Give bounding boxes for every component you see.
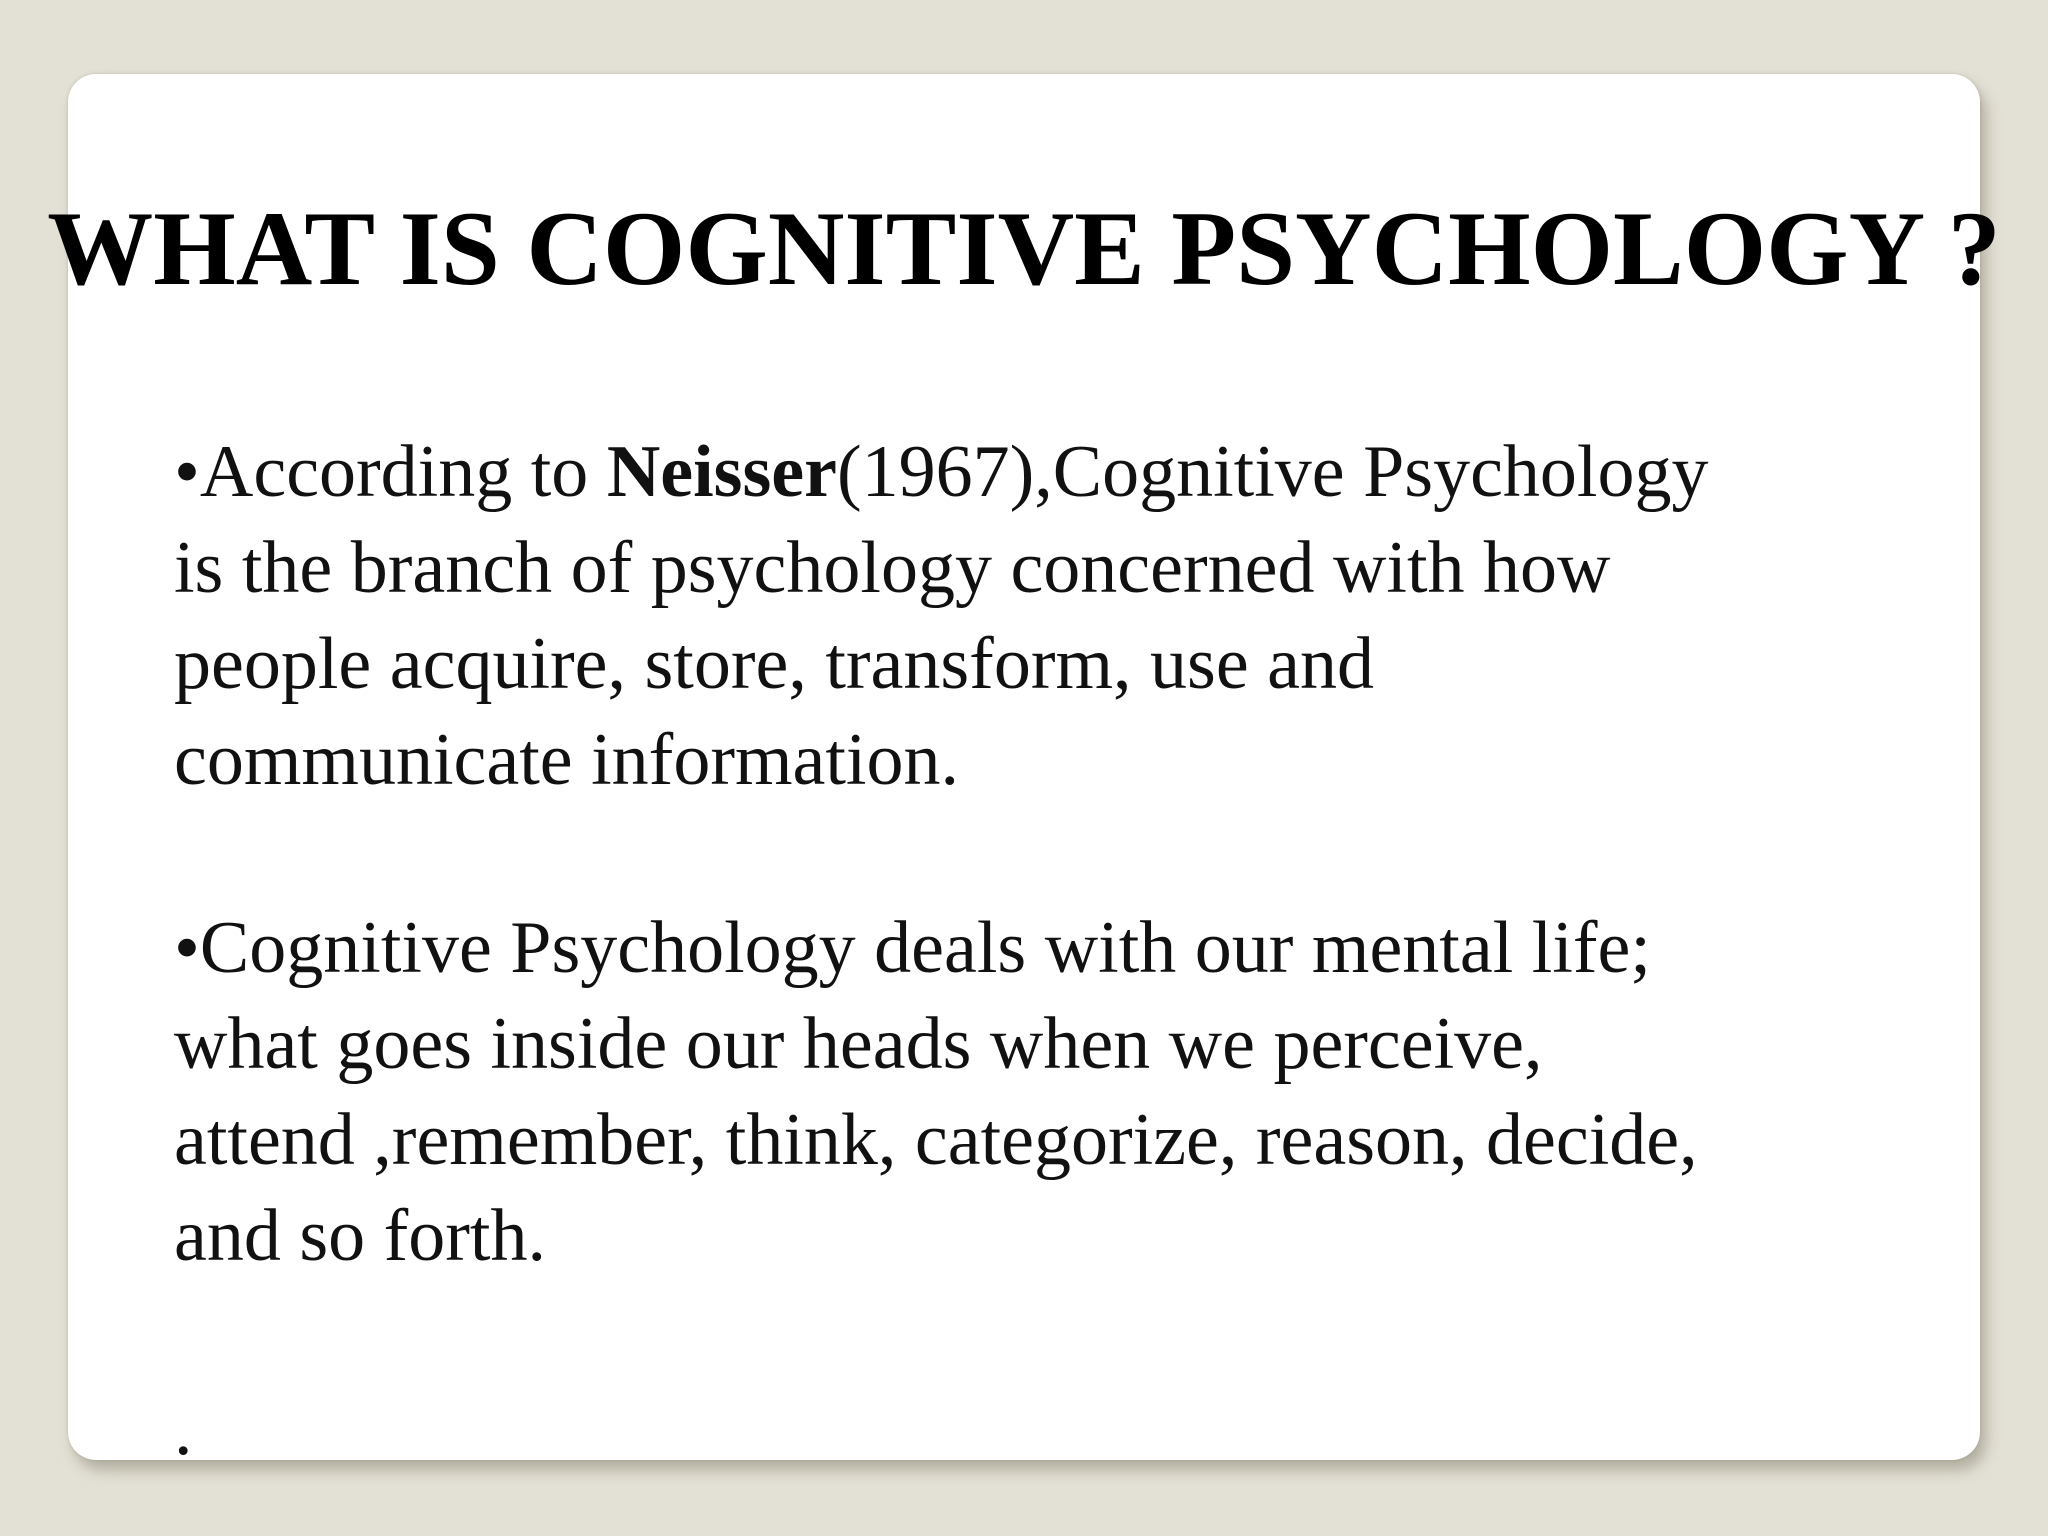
bullet-paragraph-mental-life	[174, 900, 1874, 1284]
bullet-2-line: and so forth.	[174, 1195, 546, 1277]
bullet-paragraph-neisser	[174, 424, 1874, 808]
bullet-1-line: people acquire, store, transform, use and	[174, 623, 1375, 705]
author-name: Neisser	[606, 431, 837, 513]
bullet-1-line: is the branch of psychology concerned with how	[174, 527, 1611, 609]
bullet-2-line: •Cognitive Psychology deals with our mental life;	[174, 907, 1651, 989]
bullet-2-line: attend ,remember, think, categorize, reason, decide,	[174, 1099, 1698, 1181]
slide-title: WHAT IS COGNITIVE PSYCHOLOGY ?	[47, 190, 2001, 307]
bullet-1-first-line	[174, 424, 1874, 520]
bullet-2-line: what goes inside our heads when we perceive,	[174, 1003, 1543, 1085]
bullet-1-suffix: (1967),Cognitive Psychology	[836, 431, 1709, 513]
bullet-1-line: communicate information.	[174, 719, 959, 801]
bullet-1-prefix: •According to	[174, 431, 607, 513]
trailing-dot: .	[174, 1389, 193, 1471]
